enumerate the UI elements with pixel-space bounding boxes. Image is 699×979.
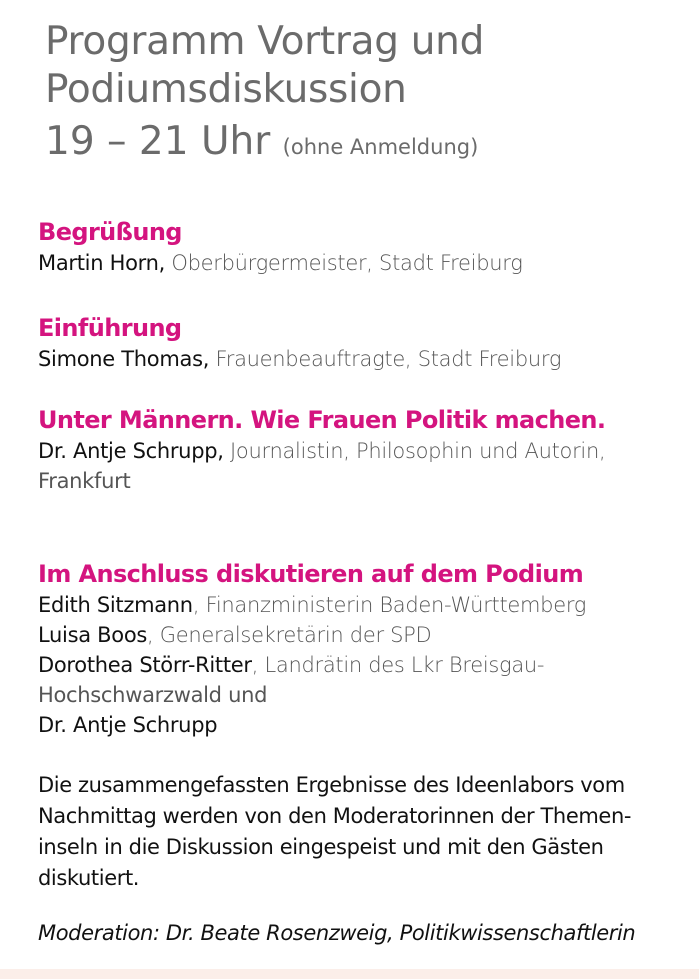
panelist-3 bbox=[38, 650, 668, 680]
panelist-2-name: Luisa Boos bbox=[38, 623, 148, 647]
panelist-3-role: , Landrätin des Lkr Breisgau- bbox=[251, 653, 545, 677]
section-welcome bbox=[38, 216, 668, 278]
panelist-1 bbox=[38, 590, 668, 620]
panelist-4 bbox=[38, 710, 668, 740]
intro-speaker-name: Simone Thomas, bbox=[38, 347, 210, 371]
intro-speaker bbox=[38, 344, 668, 374]
section-panel bbox=[38, 558, 668, 740]
panelist-2 bbox=[38, 620, 668, 650]
panelist-4-name: Dr. Antje Schrupp bbox=[38, 713, 218, 737]
intro-speaker-role: Frauenbeauftragte, Stadt Freiburg bbox=[215, 347, 562, 371]
panelist-1-name: Edith Sitzmann bbox=[38, 593, 193, 617]
welcome-heading: Begrüßung bbox=[38, 218, 182, 246]
welcome-speaker bbox=[38, 248, 668, 278]
moderation-line: Moderation: Dr. Beate Rosenzweig, Politikwissenschaftlerin bbox=[38, 921, 636, 945]
summary-line-1: Die zusammengefassten Ergebnisse des Ideenlabors vom bbox=[38, 773, 625, 797]
title-line-1: Programm Vortrag und bbox=[45, 19, 485, 64]
event-time: 19 – 21 Uhr bbox=[45, 119, 271, 164]
registration-note: (ohne Anmeldung) bbox=[282, 135, 479, 159]
summary-line-3: inseln in die Diskussion eingespeist und mit den Gästen bbox=[38, 835, 604, 859]
section-talk bbox=[38, 404, 668, 496]
summary-line-2: Nachmittag werden von den Moderatorinnen der Themen- bbox=[38, 804, 632, 828]
talk-heading: Unter Männern. Wie Frauen Politik machen. bbox=[38, 406, 606, 434]
welcome-speaker-name: Martin Horn, bbox=[38, 251, 165, 275]
program-content bbox=[38, 216, 668, 948]
welcome-speaker-role: Oberbürgermeister, Stadt Freiburg bbox=[171, 251, 523, 275]
summary-paragraph bbox=[38, 770, 668, 894]
talk-speaker-role-cont: Frankfurt bbox=[38, 469, 131, 493]
panelist-1-role: , Finanzministerin Baden-Württemberg bbox=[192, 593, 587, 617]
panelist-3-name: Dorothea Störr-Ritter bbox=[38, 653, 252, 677]
talk-speaker bbox=[38, 436, 668, 466]
panelist-2-role: , Generalsekretärin der SPD bbox=[147, 623, 432, 647]
intro-heading: Einführung bbox=[38, 314, 182, 342]
section-intro bbox=[38, 312, 668, 374]
summary-line-4: diskutiert. bbox=[38, 866, 140, 890]
program-title bbox=[45, 18, 484, 175]
talk-speaker-name: Dr. Antje Schrupp, bbox=[38, 439, 224, 463]
panelist-3-role-cont: Hochschwarzwald und bbox=[38, 683, 268, 707]
talk-speaker-role: Journalistin, Philosophin und Autorin, bbox=[230, 439, 606, 463]
title-time-line bbox=[45, 114, 484, 175]
title-line-2: Podiumsdiskussion bbox=[45, 67, 407, 112]
bottom-band bbox=[0, 969, 699, 979]
panel-heading: Im Anschluss diskutieren auf dem Podium bbox=[38, 560, 584, 588]
